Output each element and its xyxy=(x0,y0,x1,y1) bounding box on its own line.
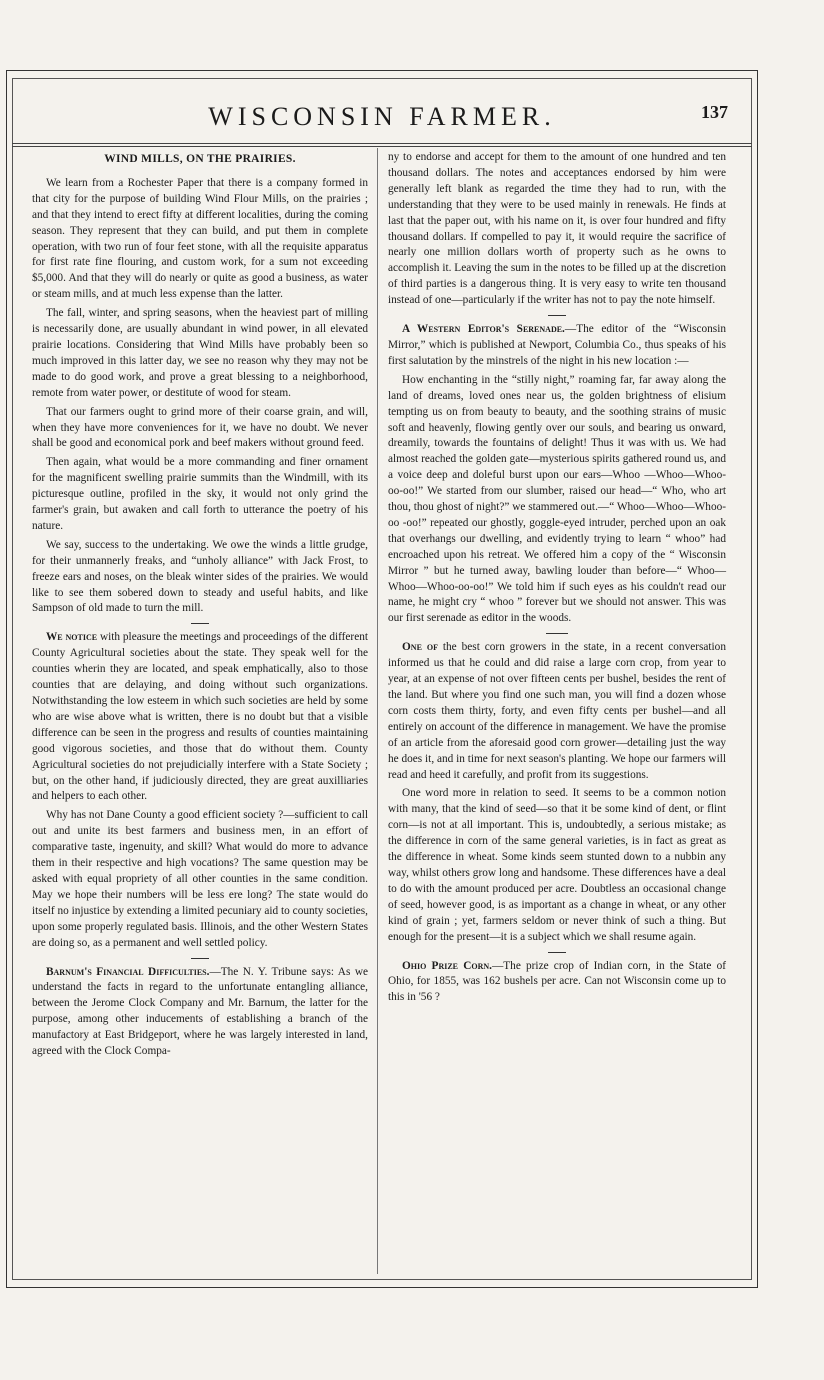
article-paragraph: We learn from a Rochester Paper that there is a company formed in that city for the purpose of building Wind Flour Mills, on the prairies ; and that they intend to erect fifty at different localities, during the coming season. They represent that they can build, and put them in complete operation, with two run of four feet stone, with all the requisite apparatus for first rate fine flouring, and custom work, for a sum not exceeding $5,000. And that they will do nearly or quite as good a business, as water or steam mills, and at much less expense than the latter. xyxy=(32,176,368,301)
article-paragraph-corn xyxy=(388,640,726,783)
article-paragraph-barnum xyxy=(32,965,368,1060)
left-column xyxy=(32,150,368,1063)
article-lead-in: Barnum's Financial Difficulties. xyxy=(46,965,210,978)
article-quote: How enchanting in the “stilly night,” roaming far, far away along the land of dreams, loved ones near us, the golden brightness of elisium tempting us on from beauty to beauty, and the soothing strains of music soft and heavenly, flowing gently over our souls, and bearing us onward, dreamily, towards the fountains of delight! Thus it was with us. We had almost reached the golden gate—mysterious spirits gathered round us, and a voice deep and doleful burst upon our ears—Whoo —Whoo—Whoo-oo-oo!” We started from our slumber, raised our head—“ Who, who art thou, thou ghost of night?” we stammered out.—“ Whoo—Whoo—Whoo-oo -oo!” repeated our ghostly, goggle-eyed intruder, perched upon an oak that overhangs our dwelling, and evidently trying to learn “ whoo” had encroached upon his retreat. We offered him a copy of the “ Wisconsin Mirror ” but he turned away, bawling louder than before—“ Whoo—Whoo—Whoo-oo-oo!” We told him if such eyes as his couldn't read our name, he might cry “ whoo ” forever but we should not answer. This was our first serenade as editor in the woods. xyxy=(388,373,727,625)
article-text: —The N. Y. Tribune says: As we understand the facts in regard to the unfortunate entangling alliance, between the Jerome Clock Company and Mr. Barnum, the latter for the purpose, among other inducements of establishing a branch of the manufactory at East Bridgeport, where he was largely interested in land, agreed with the Clock Compa- xyxy=(32,965,368,1058)
section-divider xyxy=(191,623,209,624)
right-column xyxy=(388,150,726,1009)
article-lead-in: One of xyxy=(402,641,438,654)
section-divider xyxy=(548,315,566,316)
article-paragraph-ohio xyxy=(388,959,726,1007)
article-text: —The prize crop of Indian corn, in the State of Ohio, for 1855, was 162 bushels per acre. Can not Wisconsin come up to this in '56 ? xyxy=(388,959,727,1004)
article-paragraph: The fall, winter, and spring seasons, when the heaviest part of milling is necessarily done, are usually abundant in wind power, in all elevated prairie locations. Considering that Wind Mills have probably been so much improved in this latter day, we see no reason why they may not be made to do good work, and prove a great blessing to a neighborhood, remote from water power, or destitute of wood for steam. xyxy=(32,307,368,399)
masthead-rule xyxy=(12,143,752,144)
article-paragraph-serenade xyxy=(388,322,726,370)
article-text: the best corn growers in the state, in a recent conversation informed us that he could and did raise a large corn crop, from year to year, at an expense of not over fifteen cents per bushel, besides the rent of the land. But where you find one such man, you will find a dozen whose corn costs them thirty, forty, and even fifty cents per bushel—and all entirely on account of the difference in management. We have the promise of an article from the aforesaid good corn grower—detailing just the way he does it, and in time for next season's planting. We hope our farmers will read and heed it carefully, and profit from its suggestions. xyxy=(388,641,726,781)
article-text: —The editor of the “Wisconsin Mirror,” which is published at Newport, Columbia Co., thus speaks of his first salutation by the minstrels of the night in his new location :— xyxy=(388,323,726,367)
page-number: 137 xyxy=(701,102,728,122)
masthead xyxy=(12,88,752,140)
article-lead-in: Ohio Prize Corn. xyxy=(402,959,492,972)
article-paragraph: ny to endorse and accept for them to the amount of one hundred and ten thousand dollars. The notes and acceptances endorsed by him were generally left blank as regarded the time they had to run, with the understanding that they were to be used mainly in renewals. He finds at last that the paper out, with his name on it, is over four hundred and fifty thousand dollars. If compelled to pay it, it would require the sacrifice of nearly one million dollars worth of property such as he owns to accomplish it. Leaving the sum in the notes to be filled up at the discretion of third parties is a dangerous thing. It is very easy to write ten thousand instead of one—particularly if the writer has not to pay the note himself. xyxy=(388,151,726,307)
article-paragraph: That our farmers ought to grind more of their coarse grain, and will, when they have more conveniences for it, we have no doubt. We never shall be good and economical pork and beef makers without ground feed. xyxy=(32,405,368,450)
article-paragraph: One word more in relation to seed. It seems to be a common notion with many, that the kind of seed—so that it be some kind of dent, or flint corn—is not at all important. This is, undoubtedly, a serious mistake; as the difference in corn of the same general varieties, is in fact as great as the difference in wheat. Some kinds seem stunted down to a nubbin any way, whilst others grow long and handsome. These differences have a deal to do with the amount produced per acre. Doubtless an occasional change of seed, however good, is as important as a change in wheat, or any other kind of grain ; yet, farmers seldom or never think of such a thing. But enough for the present—it is a subject which we shall resume again. xyxy=(388,787,726,943)
article-paragraph-societies xyxy=(32,630,368,805)
masthead-title: WISCONSIN FARMER. xyxy=(208,102,556,131)
section-divider xyxy=(546,633,568,634)
article-paragraph: Then again, what would be a more commanding and finer ornament for the magnificent swelling prairie summits than the Windmill, with its picturesque outline, profiled in the sky, it would not only grind the farmer's grain, but awaken and call forth to utterance the poetry of his nature. xyxy=(32,456,368,532)
article-lead-in: We notice xyxy=(46,631,98,644)
article-paragraph: We say, success to the undertaking. We owe the winds a little grudge, for their unmannerly freaks, and “unholy alliance” with Jack Frost, to freeze ears and noses, on the bleak winter sides of the prairies. We would like to see them sobered down to steady and useful habits, and like Sampson of old made to turn the mill. xyxy=(32,538,368,615)
article-paragraph: Why has not Dane County a good efficient society ?—sufficient to call out and unite its best farmers and business men, in an effort of comparative taste, ingenuity, and skill? What would do more to advance them in their respective and high vocations? The same question may be asked with equal propriety of all other counties in the same condition. May we hope their numbers will be less ere long? The state would do itself no injustice by extending a limited pecuniary aid to county societies, upon some properly regulated basis. Illinois, and the other Western States are doing so, as a permanent and well settled policy. xyxy=(32,809,368,949)
article-lead-in: A Western Editor's Serenade. xyxy=(402,323,565,336)
section-divider xyxy=(191,958,209,959)
article-text: with pleasure the meetings and proceedings of the different County Agricultural societies about the state. They speak well for the counties wherin they are located, and speak emphatically, also to those counties that are delaying, and doing without such organizations. Notwithstanding the low esteem in which such societies are held by some who are wise above what is written, there is no doubt but that a visible difference can be seen in the progress and results of counties maintaining good vigorous societies, and those that do without them. County Agricultural societies do not prejudicially interfere with a State Society ; but, on the other hand, if judiciously directed, they are great auxilliaries and helpers to each other. xyxy=(32,631,368,803)
section-divider xyxy=(548,952,566,953)
column-divider xyxy=(377,148,378,1274)
article-heading-wind-mills: WIND MILLS, ON THE PRAIRIES. xyxy=(104,153,296,165)
masthead-rule-double xyxy=(12,146,752,147)
